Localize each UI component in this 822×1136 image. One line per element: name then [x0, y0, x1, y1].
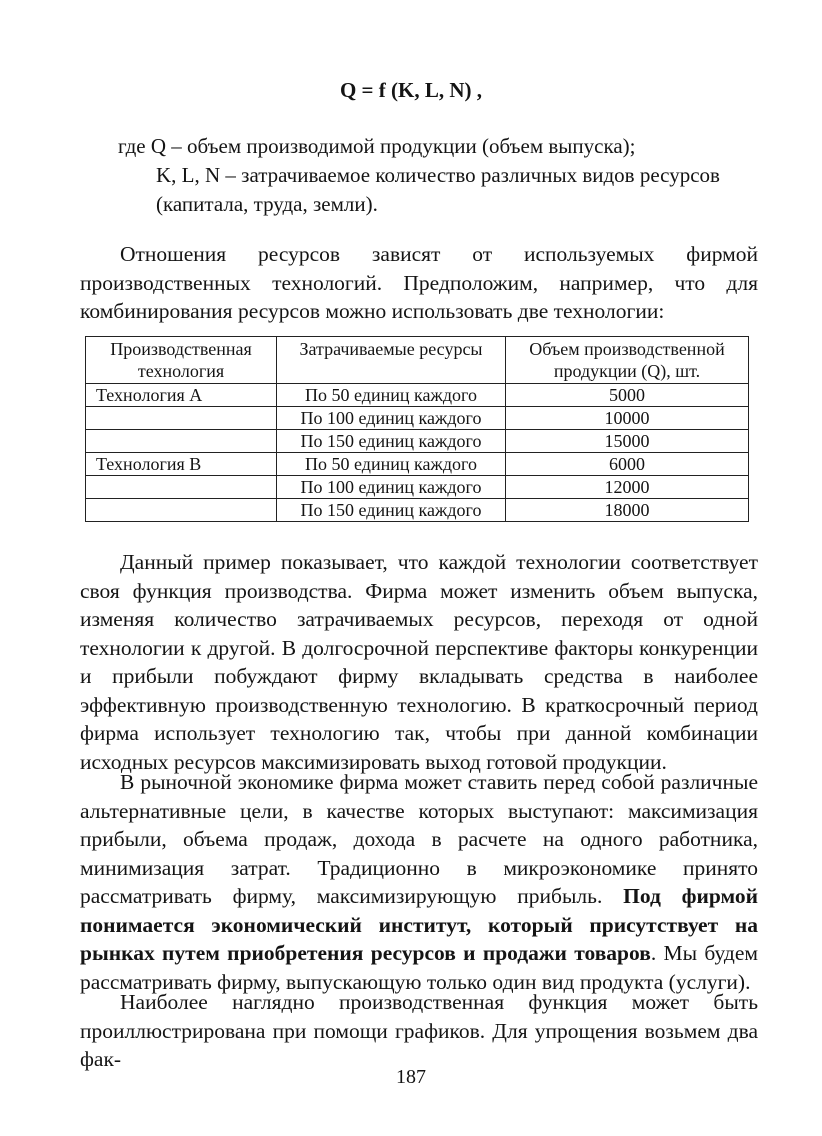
technology-table — [85, 336, 749, 522]
cell-resources: По 50 единиц каждого — [277, 453, 506, 476]
cell-output: 18000 — [506, 499, 749, 522]
cell-resources: По 150 единиц каждого — [277, 499, 506, 522]
cell-resources: По 100 единиц каждого — [277, 407, 506, 430]
firm-goals-text: В рыночной экономике фирма может ставить перед собой различные альтернативные цели, в качестве которых выступают: максимизация прибыли, объема продаж, дохода в расчете на одного работника, минимизация затрат. Традиционно в микроэкономике принято рассматривать фирму, максимизирующую прибыль. — [80, 770, 758, 908]
cell-resources: По 50 единиц каждого — [277, 384, 506, 407]
header-resources: Затрачиваемые ресурсы — [277, 337, 506, 384]
paragraph-firm-goals — [80, 768, 758, 996]
intro-paragraph: Отношения ресурсов зависят от используемых фирмой производственных технологий. Предположим, например, что для комбинирования ресурсов можно использовать две технологии: — [80, 242, 758, 323]
cell-technology — [86, 407, 277, 430]
table-row — [86, 476, 749, 499]
header-output: Объем производственной продукции (Q), шт. — [506, 337, 749, 384]
table-row — [86, 384, 749, 407]
paragraph-graphs: Наиболее наглядно производственная функция может быть проиллюстрирована при помощи графиков. Для упрощения возьмем два фак- — [80, 990, 758, 1071]
definition-q: где Q – объем производимой продукции (объем выпуска); — [118, 134, 636, 158]
firm-goals-text-end: . Мы будем рассматривать фирму, выпускающую только один вид продукта (услуги). — [80, 941, 758, 994]
table-row — [86, 407, 749, 430]
cell-output: 12000 — [506, 476, 749, 499]
cell-output: 10000 — [506, 407, 749, 430]
cell-technology — [86, 499, 277, 522]
table-row — [86, 430, 749, 453]
cell-output: 5000 — [506, 384, 749, 407]
table-row — [86, 453, 749, 476]
cell-technology — [86, 476, 277, 499]
cell-technology: Технология В — [86, 453, 277, 476]
cell-technology: Технология А — [86, 384, 277, 407]
cell-resources: По 100 единиц каждого — [277, 476, 506, 499]
header-technology: Производственная технология — [86, 337, 277, 384]
table-header-row — [86, 337, 749, 384]
page-number: 187 — [396, 1066, 426, 1088]
firm-definition-bold: Под фирмой понимается экономический институт, который присутствует на рынках путем приобретения ресурсов и продажи товаров — [80, 884, 758, 965]
table-row — [86, 499, 749, 522]
cell-output: 15000 — [506, 430, 749, 453]
cell-resources: По 150 единиц каждого — [277, 430, 506, 453]
definition-resources-cont: (капитала, труда, земли). — [156, 192, 378, 216]
formula: Q = f (K, L, N) , — [339, 78, 483, 102]
cell-technology — [86, 430, 277, 453]
paragraph-production-function: Данный пример показывает, что каждой технологии соответствует своя функция производства. Фирма может изменить объем выпуска, изменяя количество затрачиваемых ресурсов, переходя от одной технологии к другой. В долгосрочной перспективе факторы конкуренции и прибыли побуждают фирму вкладывать средства в наиболее эффективную производственную технологию. В краткосрочный период фирма использует технологию так, чтобы при данной комбинации исходных ресурсов максимизировать выход готовой продукции. — [80, 550, 758, 774]
definitions — [118, 132, 778, 219]
definition-resources: K, L, N – затрачиваемое количество различных видов ресурсов — [156, 163, 720, 187]
cell-output: 6000 — [506, 453, 749, 476]
